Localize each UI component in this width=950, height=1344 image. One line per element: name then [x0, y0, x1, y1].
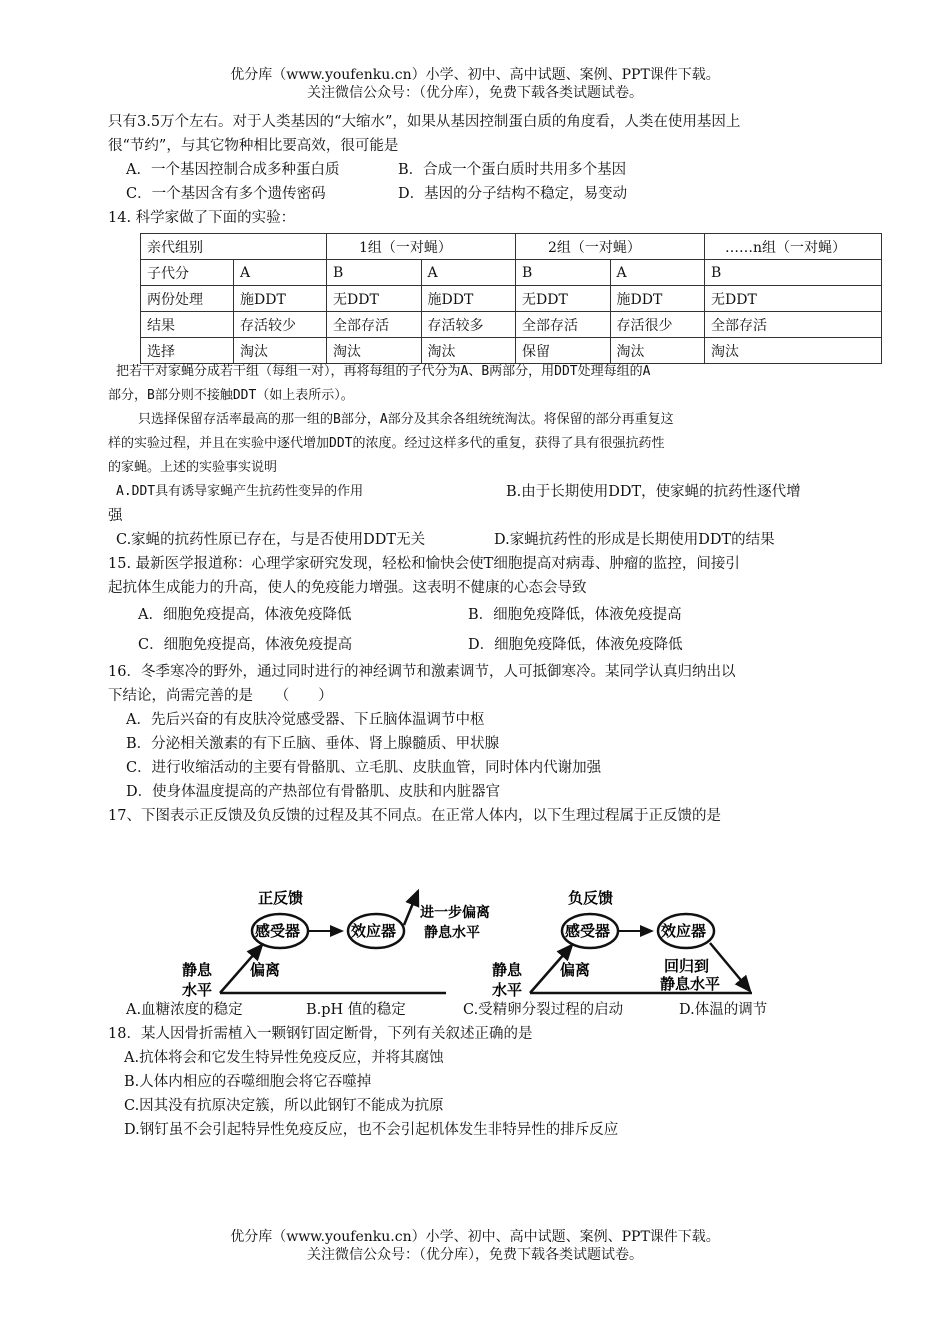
negative-feedback-title: 负反馈 [568, 889, 614, 907]
q14-option-b-wrap: 强 [108, 508, 123, 524]
q14-paragraph-2c: 的家蝇。上述的实验事实说明 [108, 460, 278, 475]
q14-options-row-2 [108, 528, 848, 552]
footer-line-2: 关注微信公众号：（优分库），免费下载各类试题试卷。 [307, 1247, 643, 1263]
q14-stem: 14. 科学家做了下面的实验： [108, 210, 296, 226]
table-cell: 淘汰 [234, 338, 327, 364]
q15-stem-1: 15. 最新医学报道称：心理学家研究发现，轻松和愉快会使T细胞提高对病毒、肿瘤的监控，间接引 [108, 556, 740, 572]
footer-line-1: 优分库（www.youfenku.cn）小学、初中、高中试题、案例、PPT课件下载。 [230, 1229, 720, 1245]
deviation-label: 偏离 [560, 961, 591, 979]
q14-option-a: A.DDT具有诱导家蝇产生抗药性变异的作用 [116, 484, 364, 499]
table-cell: B [516, 260, 611, 286]
q15-options-row-1 [108, 600, 848, 630]
q14-paragraph-1b: 部分，B部分则不接触DDT（如上表所示）。 [108, 388, 354, 403]
q17-option-a: A.血糖浓度的稳定 [126, 1002, 243, 1018]
q17-option-b: B.pH 值的稳定 [306, 1002, 406, 1018]
q15-stem-2: 起抗体生成能力的升高，使人的免疫能力增强。这表明不健康的心态会导致 [108, 580, 587, 596]
table-cell: 存活很少 [610, 312, 705, 338]
table-cell: 全部存活 [705, 312, 882, 338]
table-cell: A [610, 260, 705, 286]
q18-option-b: B.人体内相应的吞噬细胞会将它吞噬掉 [124, 1074, 372, 1090]
table-cell: 淘汰 [705, 338, 882, 364]
receptor-label: 感受器 [255, 922, 301, 940]
further-deviation-label: 进一步偏离 [420, 905, 490, 921]
effector-label: 效应器 [661, 922, 707, 940]
table-header-cell: 2组（一对蝇） [516, 234, 705, 260]
q16-option-a: A．先后兴奋的有皮肤冷觉感受器、下丘脑体温调节中枢 [126, 712, 485, 728]
table-cell: 淘汰 [327, 338, 422, 364]
q17-option-d: D.体温的调节 [679, 1002, 768, 1018]
q15-option-a: A．细胞免疫提高，体液免疫降低 [138, 607, 352, 623]
q17-option-c: C.受精卵分裂过程的启动 [463, 1002, 624, 1018]
q18-option-a: A.抗体将会和它发生特异性免疫反应，并将其腐蚀 [124, 1050, 444, 1066]
q14-paragraph-2a: 只选择保留存活率最高的那一组的B部分，A部分及其余各组统统淘汰。将保留的部分再重复这 [138, 412, 674, 427]
q17-stem: 17、下图表示正反馈及负反馈的过程及其不同点。在正常人体内，以下生理过程属于正反馈的是 [108, 808, 721, 824]
arrow-line [404, 891, 418, 925]
q14-options-row-1 [108, 480, 848, 504]
table-cell: 结果 [141, 312, 234, 338]
table-row [141, 286, 882, 312]
q14-option-d: D.家蝇抗药性的形成是长期使用DDT的结果 [494, 532, 775, 548]
table-row [141, 338, 882, 364]
q16-option-b: B．分泌相关激素的有下丘脑、垂体、肾上腺髓质、甲状腺 [126, 736, 500, 752]
q16-option-c: C．进行收缩活动的主要有骨骼肌、立毛肌、皮肤血管，同时体内代谢加强 [126, 760, 602, 776]
q13-option-d: D．基因的分子结构不稳定，易变动 [398, 186, 628, 202]
q13-continuation-1: 只有3.5万个左右。对于人类基因的“大缩水”，如果从基因控制蛋白质的角度看，人类在使用基因上 [108, 114, 741, 130]
q13-option-b: B．合成一个蛋白质时共用多个基因 [398, 162, 627, 178]
rest-label-2: 水平 [492, 981, 523, 999]
q18-stem: 18．某人因骨折需植入一颗钢钉固定断骨，下列有关叙述正确的是 [108, 1026, 533, 1042]
q15-options-row-2 [108, 630, 848, 660]
table-cell: 选择 [141, 338, 234, 364]
table-cell: B [327, 260, 422, 286]
q14-option-c: C.家蝇的抗药性原已存在，与是否使用DDT无关 [116, 532, 426, 548]
q15-option-c: C．细胞免疫提高，体液免疫提高 [138, 637, 353, 653]
table-cell: 施DDT [610, 286, 705, 312]
q13-options-row-2 [108, 182, 848, 206]
table-cell: 无DDT [327, 286, 422, 312]
q16-stem-2: 下结论，尚需完善的是 （ ） [108, 688, 333, 704]
q15-option-b: B．细胞免疫降低，体液免疫提高 [468, 607, 682, 623]
effector-label: 效应器 [351, 922, 397, 940]
q15-option-d: D．细胞免疫降低，体液免疫降低 [468, 637, 683, 653]
table-cell: 施DDT [421, 286, 516, 312]
table-row [141, 312, 882, 338]
q14-paragraph-2b: 样的实验过程，并且在实验中逐代增加DDT的浓度。经过这样多代的重复，获得了具有很强抗药性 [108, 436, 665, 451]
page-header [0, 66, 950, 102]
table-cell: 淘汰 [610, 338, 705, 364]
positive-feedback-diagram [182, 889, 490, 999]
return-label-2: 静息水平 [660, 975, 721, 993]
rest-level-label: 静息水平 [424, 925, 480, 941]
rest-label-1: 静息 [182, 961, 213, 979]
receptor-label: 感受器 [565, 922, 611, 940]
header-line-1: 优分库（www.youfenku.cn）小学、初中、高中试题、案例、PPT课件下载。 [230, 67, 720, 83]
q14-data-table [140, 233, 882, 364]
positive-feedback-title: 正反馈 [258, 889, 304, 907]
table-header-row [141, 234, 882, 260]
table-header-cell: 1组（一对蝇） [327, 234, 516, 260]
table-cell: 全部存活 [516, 312, 611, 338]
q18-option-d: D.钢钉虽不会引起特异性免疫反应，也不会引起机体发生非特异性的排斥反应 [124, 1122, 619, 1138]
q16-option-d: D．使身体温度提高的产热部位有骨骼肌、皮肤和内脏器官 [126, 784, 501, 800]
table-cell: A [421, 260, 516, 286]
table-cell: 保留 [516, 338, 611, 364]
table-cell: 子代分 [141, 260, 234, 286]
table-header-cell: ……n组（一对蝇） [705, 234, 882, 260]
table-cell: 两份处理 [141, 286, 234, 312]
table-cell: 存活较多 [421, 312, 516, 338]
rest-label-1: 静息 [492, 961, 523, 979]
feedback-diagram [170, 885, 780, 1015]
q13-options-row-1 [108, 158, 848, 182]
table-cell: B [705, 260, 882, 286]
q13-option-a: A．一个基因控制合成多种蛋白质 [126, 162, 340, 178]
deviation-label: 偏离 [250, 961, 281, 979]
q16-stem-1: 16．冬季寒冷的野外，通过同时进行的神经调节和激素调节，人可抵御寒冷。某同学认真归纳出以 [108, 664, 736, 680]
table-cell: 淘汰 [421, 338, 516, 364]
q18-option-c: C.因其没有抗原决定簇，所以此钢钉不能成为抗原 [124, 1098, 444, 1114]
table-cell: 施DDT [234, 286, 327, 312]
q13-continuation-2: 很“节约”，与其它物种相比要高效，很可能是 [108, 138, 399, 154]
q14-option-b: B.由于长期使用DDT，使家蝇的抗药性逐代增 [506, 484, 801, 500]
table-header-cell: 亲代组别 [141, 234, 327, 260]
q14-paragraph-1a: 把若干对家蝇分成若干组（每组一对），再将每组的子代分为A、B两部分，用DDT处理每组的A [116, 364, 651, 379]
page-footer [0, 1228, 950, 1264]
table-cell: 存活较少 [234, 312, 327, 338]
table-cell: A [234, 260, 327, 286]
table-cell: 全部存活 [327, 312, 422, 338]
rest-label-2: 水平 [182, 981, 213, 999]
table-cell: 无DDT [516, 286, 611, 312]
q13-option-c: C．一个基因含有多个遗传密码 [126, 186, 326, 202]
table-cell: 无DDT [705, 286, 882, 312]
return-label-1: 回归到 [664, 957, 710, 975]
negative-feedback-diagram [492, 889, 752, 999]
header-line-2: 关注微信公众号：（优分库），免费下载各类试题试卷。 [307, 85, 643, 101]
table-row [141, 260, 882, 286]
